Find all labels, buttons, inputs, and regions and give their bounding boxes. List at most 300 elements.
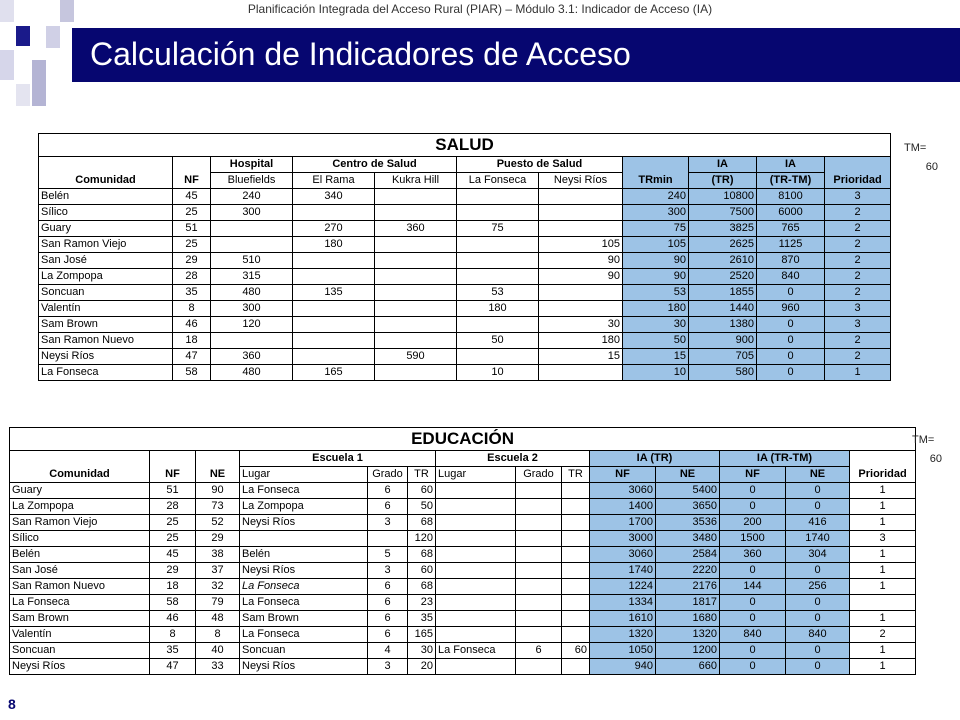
header-bluefields: Bluefields (211, 173, 293, 189)
cell-tr-1: 68 (408, 547, 436, 563)
cell-ia-nf: 3060 (590, 547, 656, 563)
cell-nf: 58 (173, 365, 211, 381)
cell-nf: 35 (173, 285, 211, 301)
salud-tm (904, 142, 938, 174)
cell-tr-1: 60 (408, 483, 436, 499)
table-row (10, 531, 916, 547)
cell-grado-2 (516, 595, 562, 611)
cell-comunidad: Sam Brown (10, 611, 150, 627)
header-nf: NF (150, 451, 196, 483)
cell-trmin: 75 (623, 221, 689, 237)
header-ia-2: IA (757, 157, 825, 173)
cell-lugar-2: La Fonseca (436, 643, 516, 659)
cell-ia-tm-ne: 840 (786, 627, 850, 643)
deco-square (16, 26, 30, 46)
cell-lugar-1: Neysi Ríos (240, 659, 368, 675)
cell-ia-tm-ne: 0 (786, 659, 850, 675)
cell-tr-1: 68 (408, 579, 436, 595)
cell-ia-tr-tm: 870 (757, 253, 825, 269)
cell-ia-nf: 1334 (590, 595, 656, 611)
cell-ne: 73 (196, 499, 240, 515)
cell-tr-2 (562, 611, 590, 627)
table-row (10, 579, 916, 595)
cell-trmin: 90 (623, 253, 689, 269)
cell-neysi-rios (539, 301, 623, 317)
cell-ia-nf: 1400 (590, 499, 656, 515)
cell-tr-2 (562, 579, 590, 595)
cell-nf: 51 (150, 483, 196, 499)
cell-ia-nf: 1700 (590, 515, 656, 531)
educacion-tm (912, 434, 942, 466)
cell-bluefields: 360 (211, 349, 293, 365)
cell-grado-1: 6 (368, 627, 408, 643)
cell-nf: 35 (150, 643, 196, 659)
cell-comunidad: La Zompopa (10, 499, 150, 515)
cell-nf: 18 (150, 579, 196, 595)
cell-neysi-rios (539, 365, 623, 381)
cell-ia-tr: 1380 (689, 317, 757, 333)
cell-ia-tm-nf: 0 (720, 595, 786, 611)
table-row (39, 221, 891, 237)
cell-trmin: 240 (623, 189, 689, 205)
cell-grado-2 (516, 611, 562, 627)
cell-neysi-rios: 105 (539, 237, 623, 253)
salud-title: SALUD (39, 134, 891, 157)
cell-grado-1: 4 (368, 643, 408, 659)
cell-nf: 45 (150, 547, 196, 563)
cell-kukra-hill: 360 (375, 221, 457, 237)
cell-el-rama: 270 (293, 221, 375, 237)
table-row (39, 301, 891, 317)
cell-comunidad: Guary (10, 483, 150, 499)
header-hospital: Hospital (211, 157, 293, 173)
cell-tr-1: 30 (408, 643, 436, 659)
cell-ia-tr-tm: 0 (757, 349, 825, 365)
cell-kukra-hill (375, 317, 457, 333)
header-grado: Grado (368, 467, 408, 483)
cell-el-rama (293, 333, 375, 349)
cell-nf: 46 (150, 611, 196, 627)
cell-grado-2 (516, 547, 562, 563)
cell-nf: 47 (150, 659, 196, 675)
cell-nf: 25 (173, 205, 211, 221)
cell-lugar-1: La Fonseca (240, 627, 368, 643)
cell-ia-tm-nf: 0 (720, 643, 786, 659)
cell-ia-tr-tm: 765 (757, 221, 825, 237)
cell-la-fonseca (457, 205, 539, 221)
cell-lugar-2 (436, 627, 516, 643)
cell-ia-tm-nf: 0 (720, 611, 786, 627)
table-row (39, 317, 891, 333)
header-lugar: Lugar (240, 467, 368, 483)
header-nf: NF (173, 157, 211, 189)
cell-bluefields: 300 (211, 205, 293, 221)
cell-comunidad: San Ramon Nuevo (10, 579, 150, 595)
cell-comunidad: San José (10, 563, 150, 579)
header-el-rama: El Rama (293, 173, 375, 189)
cell-lugar-2 (436, 595, 516, 611)
cell-tr-1: 23 (408, 595, 436, 611)
educacion-tm-label: TM= (912, 434, 935, 446)
cell-lugar-1: La Zompopa (240, 499, 368, 515)
slide-title: Calculación de Indicadores de Acceso (90, 36, 631, 72)
cell-nf: 29 (173, 253, 211, 269)
cell-ia-ne: 660 (656, 659, 720, 675)
cell-tr-1: 120 (408, 531, 436, 547)
cell-ia-tm-ne: 0 (786, 483, 850, 499)
cell-tr-2: 60 (562, 643, 590, 659)
cell-ia-ne: 2584 (656, 547, 720, 563)
cell-ia-tr-tm: 960 (757, 301, 825, 317)
cell-la-fonseca (457, 237, 539, 253)
cell-bluefields: 510 (211, 253, 293, 269)
cell-trmin: 105 (623, 237, 689, 253)
cell-ia-nf: 1610 (590, 611, 656, 627)
cell-trmin: 10 (623, 365, 689, 381)
educacion-title: EDUCACIÓN (10, 428, 916, 451)
cell-prioridad: 3 (825, 301, 891, 317)
table-row (39, 349, 891, 365)
cell-prioridad: 1 (850, 499, 916, 515)
cell-comunidad: San Ramon Viejo (10, 515, 150, 531)
cell-la-fonseca: 53 (457, 285, 539, 301)
cell-prioridad: 2 (825, 349, 891, 365)
cell-tr-1: 60 (408, 563, 436, 579)
cell-ia-tr-tm: 0 (757, 317, 825, 333)
cell-lugar-1: La Fonseca (240, 483, 368, 499)
cell-nf: 8 (150, 627, 196, 643)
header-ia-tm-nf: NF (720, 467, 786, 483)
cell-ia-tm-ne: 0 (786, 643, 850, 659)
cell-el-rama (293, 205, 375, 221)
cell-la-fonseca: 50 (457, 333, 539, 349)
cell-prioridad: 1 (850, 563, 916, 579)
cell-ne: 52 (196, 515, 240, 531)
cell-prioridad: 1 (850, 643, 916, 659)
cell-ia-ne: 5400 (656, 483, 720, 499)
cell-neysi-rios: 15 (539, 349, 623, 365)
cell-bluefields (211, 333, 293, 349)
cell-comunidad: Valentín (39, 301, 173, 317)
cell-ia-ne: 2176 (656, 579, 720, 595)
cell-comunidad: Belén (10, 547, 150, 563)
cell-tr-1: 35 (408, 611, 436, 627)
table-row (39, 237, 891, 253)
cell-lugar-2 (436, 659, 516, 675)
cell-el-rama: 180 (293, 237, 375, 253)
cell-ne: 33 (196, 659, 240, 675)
cell-la-fonseca: 75 (457, 221, 539, 237)
cell-comunidad: La Fonseca (39, 365, 173, 381)
cell-comunidad: Valentín (10, 627, 150, 643)
cell-comunidad: San Ramon Viejo (39, 237, 173, 253)
cell-tr-2 (562, 547, 590, 563)
cell-lugar-2 (436, 563, 516, 579)
cell-kukra-hill (375, 189, 457, 205)
cell-ia-nf: 3060 (590, 483, 656, 499)
cell-ia-nf: 940 (590, 659, 656, 675)
cell-ne: 40 (196, 643, 240, 659)
table-row (10, 499, 916, 515)
cell-ne: 48 (196, 611, 240, 627)
cell-bluefields (211, 221, 293, 237)
table-row (39, 205, 891, 221)
cell-ia-nf: 1320 (590, 627, 656, 643)
cell-grado-1: 3 (368, 659, 408, 675)
cell-ia-tr: 2625 (689, 237, 757, 253)
cell-neysi-rios (539, 285, 623, 301)
cell-tr-2 (562, 531, 590, 547)
cell-ia-tm-ne: 0 (786, 595, 850, 611)
cell-ia-tr: 900 (689, 333, 757, 349)
cell-trmin: 90 (623, 269, 689, 285)
cell-ne: 32 (196, 579, 240, 595)
table-row (39, 333, 891, 349)
cell-lugar-2 (436, 531, 516, 547)
cell-el-rama (293, 253, 375, 269)
cell-lugar-2 (436, 483, 516, 499)
cell-trmin: 53 (623, 285, 689, 301)
header-la-fonseca: La Fonseca (457, 173, 539, 189)
cell-la-fonseca (457, 349, 539, 365)
cell-ia-tr: 3825 (689, 221, 757, 237)
header-neysi-rios: Neysi Ríos (539, 173, 623, 189)
header-comunidad: Comunidad (10, 451, 150, 483)
salud-tm-label: TM= (904, 142, 927, 154)
table-row (10, 627, 916, 643)
cell-prioridad: 2 (825, 285, 891, 301)
cell-ia-tm-ne: 304 (786, 547, 850, 563)
cell-tr-1: 20 (408, 659, 436, 675)
deco-square (16, 84, 30, 106)
cell-prioridad: 2 (825, 205, 891, 221)
cell-la-fonseca (457, 317, 539, 333)
cell-el-rama: 340 (293, 189, 375, 205)
cell-ia-tr-tm: 840 (757, 269, 825, 285)
cell-ia-ne: 3480 (656, 531, 720, 547)
cell-comunidad: Soncuan (10, 643, 150, 659)
header-tr: TR (408, 467, 436, 483)
header-ia-tr: IA (TR) (590, 451, 720, 467)
cell-prioridad: 1 (850, 547, 916, 563)
cell-prioridad: 2 (850, 627, 916, 643)
cell-nf: 25 (150, 515, 196, 531)
cell-comunidad: La Zompopa (39, 269, 173, 285)
cell-bluefields: 240 (211, 189, 293, 205)
cell-comunidad: Sílico (10, 531, 150, 547)
cell-ia-nf: 1224 (590, 579, 656, 595)
cell-bluefields (211, 237, 293, 253)
cell-prioridad: 1 (850, 515, 916, 531)
cell-comunidad: Neysi Ríos (39, 349, 173, 365)
cell-ne: 8 (196, 627, 240, 643)
cell-ia-ne: 1680 (656, 611, 720, 627)
cell-ia-tr-tm: 0 (757, 333, 825, 349)
cell-nf: 25 (173, 237, 211, 253)
cell-ia-tr-tm: 0 (757, 285, 825, 301)
cell-prioridad: 2 (825, 221, 891, 237)
cell-ia-tm-ne: 256 (786, 579, 850, 595)
cell-ia-tm-nf: 1500 (720, 531, 786, 547)
cell-lugar-1: La Fonseca (240, 595, 368, 611)
header-comunidad: Comunidad (39, 157, 173, 189)
cell-prioridad (850, 595, 916, 611)
header-prioridad: Prioridad (825, 157, 891, 189)
cell-lugar-1: Belén (240, 547, 368, 563)
cell-prioridad: 1 (850, 483, 916, 499)
cell-ia-tm-ne: 0 (786, 563, 850, 579)
deco-square (46, 26, 60, 48)
cell-prioridad: 1 (850, 579, 916, 595)
cell-comunidad: Sílico (39, 205, 173, 221)
header-lugar: Lugar (436, 467, 516, 483)
table-row (10, 643, 916, 659)
cell-ia-nf: 1050 (590, 643, 656, 659)
cell-comunidad: San José (39, 253, 173, 269)
cell-ia-tr: 2520 (689, 269, 757, 285)
cell-ia-tr: 1440 (689, 301, 757, 317)
cell-tr-2 (562, 515, 590, 531)
cell-grado-2 (516, 627, 562, 643)
cell-kukra-hill (375, 365, 457, 381)
cell-ia-tr-tm: 0 (757, 365, 825, 381)
cell-neysi-rios (539, 205, 623, 221)
cell-prioridad: 3 (825, 189, 891, 205)
cell-kukra-hill (375, 285, 457, 301)
cell-lugar-2 (436, 579, 516, 595)
header-ia-ne: NE (656, 467, 720, 483)
cell-bluefields: 300 (211, 301, 293, 317)
cell-ia-tm-nf: 0 (720, 499, 786, 515)
cell-kukra-hill (375, 253, 457, 269)
cell-trmin: 30 (623, 317, 689, 333)
table-row (39, 189, 891, 205)
header-ia-tm-ne: NE (786, 467, 850, 483)
table-row (10, 483, 916, 499)
cell-trmin: 300 (623, 205, 689, 221)
cell-nf: 45 (173, 189, 211, 205)
title-bar (72, 28, 960, 82)
header-escuela-2: Escuela 2 (436, 451, 590, 467)
cell-prioridad: 2 (825, 333, 891, 349)
cell-grado-2: 6 (516, 643, 562, 659)
educacion-table (9, 427, 916, 675)
cell-ne: 38 (196, 547, 240, 563)
cell-neysi-rios: 90 (539, 269, 623, 285)
cell-nf: 18 (173, 333, 211, 349)
cell-el-rama: 165 (293, 365, 375, 381)
cell-ia-ne: 1320 (656, 627, 720, 643)
cell-ia-tm-nf: 200 (720, 515, 786, 531)
table-row (10, 515, 916, 531)
cell-nf: 58 (150, 595, 196, 611)
cell-el-rama: 135 (293, 285, 375, 301)
cell-trmin: 50 (623, 333, 689, 349)
cell-grado-2 (516, 483, 562, 499)
cell-comunidad: San Ramon Nuevo (39, 333, 173, 349)
cell-ia-tr: 7500 (689, 205, 757, 221)
cell-tr-2 (562, 483, 590, 499)
cell-neysi-rios (539, 221, 623, 237)
cell-grado-1: 5 (368, 547, 408, 563)
cell-trmin: 180 (623, 301, 689, 317)
cell-ia-tm-nf: 0 (720, 563, 786, 579)
cell-grado-2 (516, 579, 562, 595)
cell-lugar-1: Soncuan (240, 643, 368, 659)
header-prioridad: Prioridad (850, 451, 916, 483)
cell-grado-2 (516, 515, 562, 531)
cell-ia-tm-nf: 0 (720, 483, 786, 499)
cell-ia-tr: 705 (689, 349, 757, 365)
table-row (39, 365, 891, 381)
cell-prioridad: 2 (825, 269, 891, 285)
cell-tr-2 (562, 595, 590, 611)
cell-prioridad: 2 (825, 253, 891, 269)
salud-tm-value: 60 (925, 161, 938, 173)
cell-tr-1: 50 (408, 499, 436, 515)
header-ia-tr: (TR) (689, 173, 757, 189)
cell-ia-tm-ne: 1740 (786, 531, 850, 547)
cell-grado-1 (368, 531, 408, 547)
header-trmin: TRmin (623, 157, 689, 189)
cell-ia-tm-nf: 360 (720, 547, 786, 563)
cell-kukra-hill (375, 333, 457, 349)
cell-bluefields: 120 (211, 317, 293, 333)
cell-prioridad: 3 (825, 317, 891, 333)
cell-lugar-1: La Fonseca (240, 579, 368, 595)
cell-prioridad: 3 (850, 531, 916, 547)
cell-kukra-hill (375, 205, 457, 221)
cell-ia-tr: 10800 (689, 189, 757, 205)
cell-ia-ne: 2220 (656, 563, 720, 579)
cell-ne: 37 (196, 563, 240, 579)
cell-prioridad: 1 (850, 659, 916, 675)
cell-ia-tm-nf: 144 (720, 579, 786, 595)
cell-kukra-hill: 590 (375, 349, 457, 365)
cell-ia-tm-nf: 0 (720, 659, 786, 675)
cell-nf: 8 (173, 301, 211, 317)
cell-tr-1: 165 (408, 627, 436, 643)
cell-la-fonseca (457, 253, 539, 269)
header-ia-tr-tm: IA (TR-TM) (720, 451, 850, 467)
header-centro-salud: Centro de Salud (293, 157, 457, 173)
cell-la-fonseca: 10 (457, 365, 539, 381)
table-row (10, 659, 916, 675)
cell-comunidad: Guary (39, 221, 173, 237)
cell-prioridad: 1 (850, 611, 916, 627)
table-row (10, 595, 916, 611)
page-number: 8 (8, 696, 16, 712)
cell-el-rama (293, 301, 375, 317)
cell-lugar-2 (436, 499, 516, 515)
cell-ne: 90 (196, 483, 240, 499)
cell-kukra-hill (375, 301, 457, 317)
cell-ia-tm-ne: 0 (786, 611, 850, 627)
deco-square (0, 50, 14, 80)
cell-comunidad: Neysi Ríos (10, 659, 150, 675)
cell-tr-2 (562, 659, 590, 675)
cell-ia-tm-nf: 840 (720, 627, 786, 643)
table-row (10, 547, 916, 563)
header-escuela-1: Escuela 1 (240, 451, 436, 467)
cell-lugar-1: Sam Brown (240, 611, 368, 627)
header-ia-nf: NF (590, 467, 656, 483)
cell-neysi-rios: 30 (539, 317, 623, 333)
cell-tr-2 (562, 627, 590, 643)
cell-nf: 47 (173, 349, 211, 365)
table-row (10, 563, 916, 579)
cell-nf: 28 (150, 499, 196, 515)
